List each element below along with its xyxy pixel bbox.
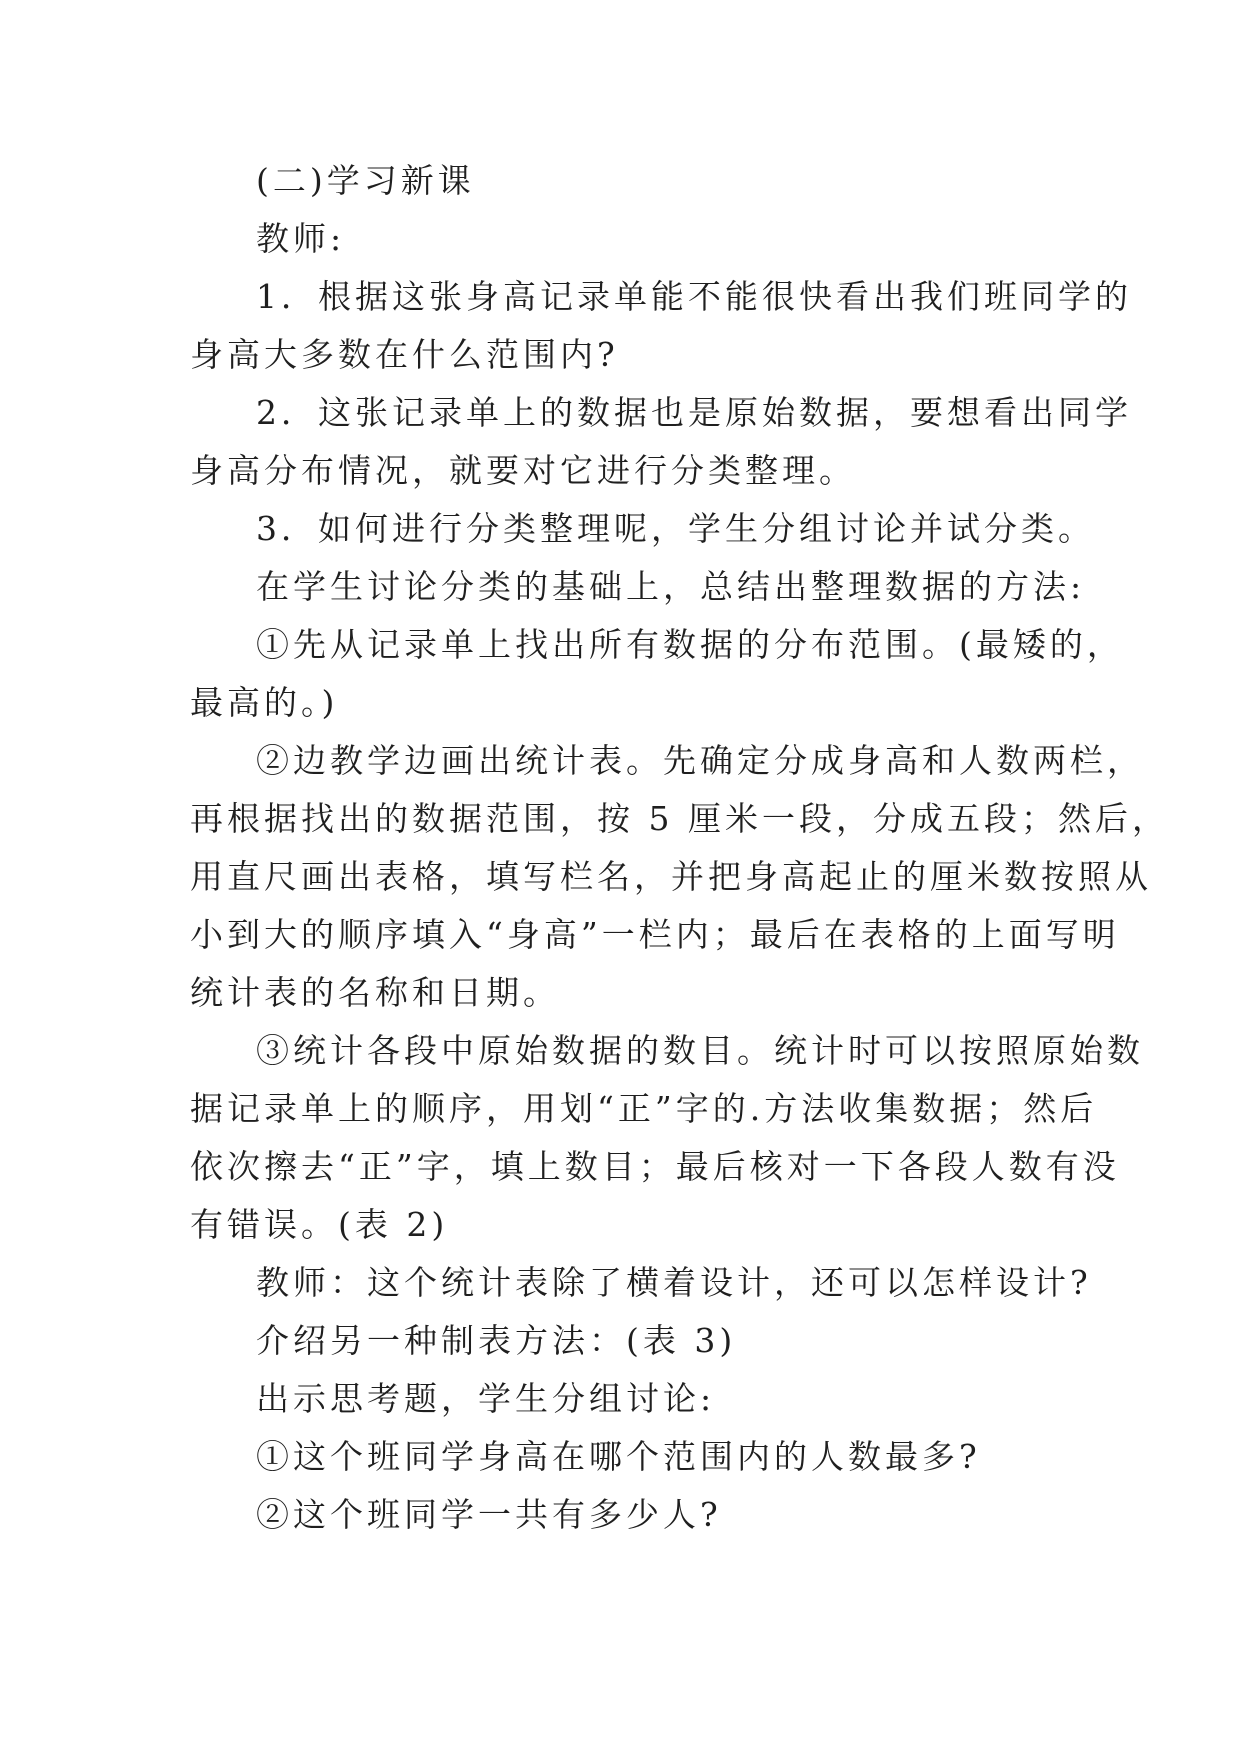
paragraph-line: 统计表的名称和日期。 bbox=[190, 973, 560, 1012]
paragraph-line: 最高的。) bbox=[190, 683, 339, 722]
paragraph-line: 依次擦去“正”字，填上数目；最后核对一下各段人数有没 bbox=[190, 1147, 1120, 1186]
paragraph-line: ②这个班同学一共有多少人? bbox=[256, 1495, 722, 1534]
section-heading: (二)学习新课 bbox=[256, 161, 475, 200]
paragraph-line: 教师：这个统计表除了横着设计，还可以怎样设计? bbox=[256, 1263, 1092, 1302]
paragraph-line: 2．这张记录单上的数据也是原始数据，要想看出同学 bbox=[256, 393, 1132, 432]
paragraph-line: 介绍另一种制表方法：(表 3) bbox=[256, 1321, 737, 1360]
paragraph-line: 1．根据这张身高记录单能不能很快看出我们班同学的 bbox=[256, 277, 1132, 316]
paragraph-line: 身高分布情况，就要对它进行分类整理。 bbox=[190, 451, 856, 490]
paragraph-line: 在学生讨论分类的基础上，总结出整理数据的方法: bbox=[256, 567, 1086, 606]
paragraph-line: ①这个班同学身高在哪个范围内的人数最多? bbox=[256, 1437, 981, 1476]
paragraph-line: 3．如何进行分类整理呢，学生分组讨论并试分类。 bbox=[256, 509, 1095, 548]
paragraph-line: 出示思考题，学生分组讨论: bbox=[256, 1379, 716, 1418]
paragraph-line: 有错误。(表 2) bbox=[190, 1205, 449, 1244]
paragraph-line: ②边教学边画出统计表。先确定分成身高和人数两栏， bbox=[256, 741, 1144, 780]
paragraph-line: 据记录单上的顺序，用划“正”字的.方法收集数据；然后 bbox=[190, 1089, 1098, 1128]
paragraph-line: 用直尺画出表格，填写栏名，并把身高起止的厘米数按照从 bbox=[190, 857, 1152, 896]
paragraph-line: ③统计各段中原始数据的数目。统计时可以按照原始数 bbox=[256, 1031, 1144, 1070]
paragraph-line: 再根据找出的数据范围，按 5 厘米一段，分成五段；然后， bbox=[190, 799, 1169, 838]
paragraph-line: 教师: bbox=[256, 219, 346, 258]
paragraph-line: ①先从记录单上找出所有数据的分布范围。(最矮的， bbox=[256, 625, 1124, 664]
document-body bbox=[190, 152, 1169, 1544]
paragraph-line: 小到大的顺序填入“身高”一栏内；最后在表格的上面写明 bbox=[190, 915, 1120, 954]
paragraph-line: 身高大多数在什么范围内? bbox=[190, 335, 619, 374]
